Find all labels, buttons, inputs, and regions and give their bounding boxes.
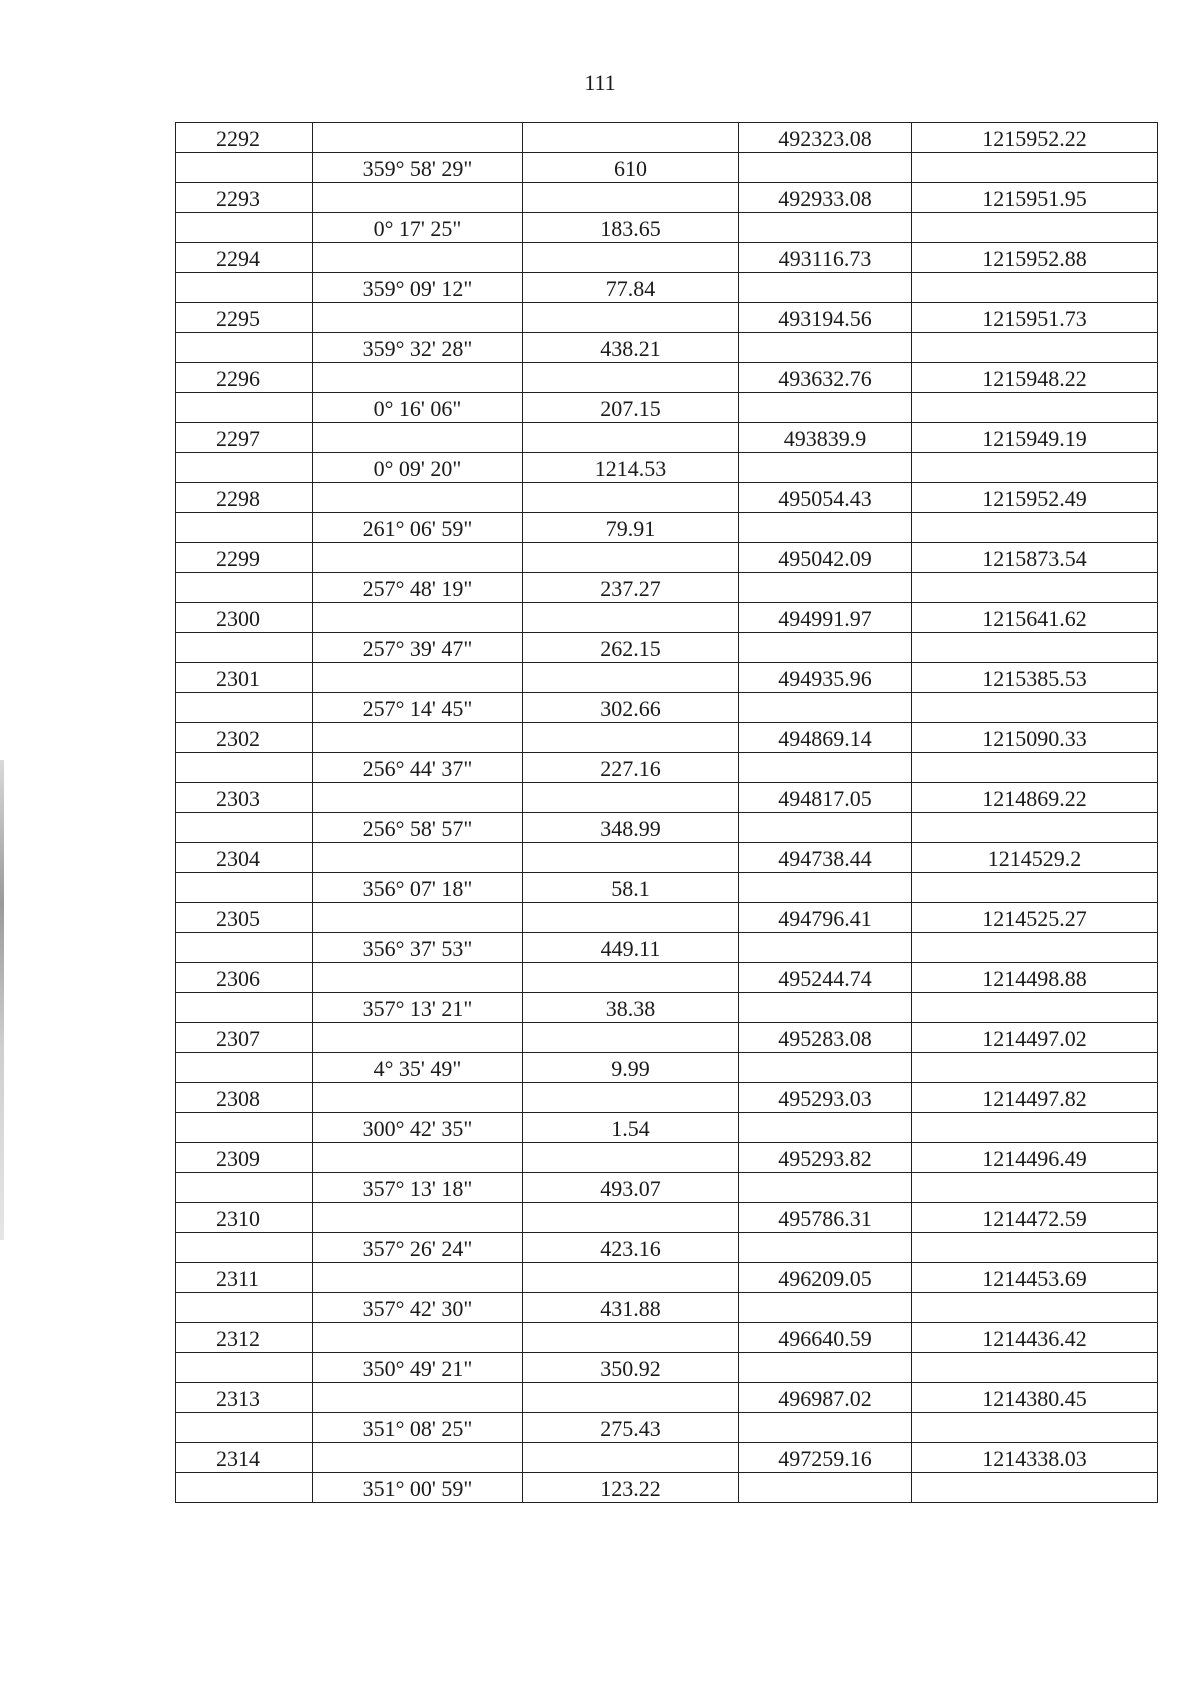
easting-cell [739,1173,912,1203]
station-row [176,363,1158,393]
northing-cell: 1215951.73 [912,303,1158,333]
station-cell [176,933,313,963]
station-row [176,1083,1158,1113]
easting-cell: 494817.05 [739,783,912,813]
station-cell [176,333,313,363]
easting-cell [739,1233,912,1263]
station-cell [176,993,313,1023]
distance-cell: 262.15 [523,633,739,663]
easting-cell [739,993,912,1023]
bearing-cell [313,243,523,273]
distance-cell: 438.21 [523,333,739,363]
distance-cell: 449.11 [523,933,739,963]
station-row [176,543,1158,573]
northing-cell [912,213,1158,243]
bearing-row [176,693,1158,723]
bearing-cell: 257° 39' 47" [313,633,523,663]
northing-cell [912,393,1158,423]
bearing-cell [313,1323,523,1353]
northing-cell: 1214497.02 [912,1023,1158,1053]
station-cell: 2292 [176,123,313,153]
station-cell [176,1353,313,1383]
distance-cell: 123.22 [523,1473,739,1503]
bearing-cell [313,423,523,453]
easting-cell [739,873,912,903]
distance-cell [523,483,739,513]
bearing-row [176,1473,1158,1503]
bearing-row [176,1413,1158,1443]
scan-margin-shadow [0,760,4,1240]
bearing-row [176,753,1158,783]
distance-cell [523,1383,739,1413]
bearing-cell: 0° 09' 20" [313,453,523,483]
bearing-cell: 357° 13' 21" [313,993,523,1023]
easting-cell [739,513,912,543]
northing-cell: 1215949.19 [912,423,1158,453]
northing-cell: 1215948.22 [912,363,1158,393]
bearing-cell: 350° 49' 21" [313,1353,523,1383]
distance-cell: 183.65 [523,213,739,243]
station-cell: 2307 [176,1023,313,1053]
bearing-row [176,1173,1158,1203]
station-cell: 2313 [176,1383,313,1413]
bearing-cell [313,603,523,633]
easting-cell [739,1413,912,1443]
bearing-row [176,1233,1158,1263]
bearing-row [176,153,1158,183]
northing-cell: 1214453.69 [912,1263,1158,1293]
distance-cell [523,1023,739,1053]
station-row [176,183,1158,213]
station-cell: 2312 [176,1323,313,1353]
bearing-cell [313,1383,523,1413]
station-cell [176,513,313,543]
northing-cell [912,1293,1158,1323]
distance-cell: 493.07 [523,1173,739,1203]
distance-cell: 423.16 [523,1233,739,1263]
easting-cell: 496640.59 [739,1323,912,1353]
easting-cell [739,1353,912,1383]
easting-cell [739,933,912,963]
station-row [176,843,1158,873]
bearing-cell: 359° 32' 28" [313,333,523,363]
northing-cell: 1215952.49 [912,483,1158,513]
easting-cell [739,573,912,603]
bearing-row [176,1293,1158,1323]
easting-cell [739,753,912,783]
station-cell [176,273,313,303]
bearing-cell: 359° 58' 29" [313,153,523,183]
distance-cell: 275.43 [523,1413,739,1443]
easting-cell [739,1293,912,1323]
northing-cell [912,1413,1158,1443]
bearing-row [176,1353,1158,1383]
station-row [176,303,1158,333]
survey-coordinates-table [175,122,1158,1503]
distance-cell: 9.99 [523,1053,739,1083]
northing-cell: 1215951.95 [912,183,1158,213]
distance-cell: 237.27 [523,573,739,603]
station-cell [176,813,313,843]
bearing-row [176,213,1158,243]
bearing-cell: 357° 42' 30" [313,1293,523,1323]
bearing-cell: 257° 48' 19" [313,573,523,603]
bearing-cell: 300° 42' 35" [313,1113,523,1143]
station-row [176,783,1158,813]
northing-cell: 1214869.22 [912,783,1158,813]
northing-cell: 1215952.22 [912,123,1158,153]
distance-cell: 79.91 [523,513,739,543]
bearing-row [176,873,1158,903]
station-row [176,603,1158,633]
bearing-row [176,1113,1158,1143]
station-cell: 2311 [176,1263,313,1293]
bearing-cell [313,1443,523,1473]
station-cell: 2310 [176,1203,313,1233]
station-row [176,1323,1158,1353]
northing-cell: 1214525.27 [912,903,1158,933]
station-row [176,1443,1158,1473]
easting-cell: 494869.14 [739,723,912,753]
distance-cell: 431.88 [523,1293,739,1323]
bearing-cell [313,483,523,513]
bearing-cell [313,363,523,393]
bearing-cell: 256° 44' 37" [313,753,523,783]
easting-cell [739,393,912,423]
northing-cell [912,273,1158,303]
station-cell [176,1173,313,1203]
easting-cell: 495293.03 [739,1083,912,1113]
northing-cell [912,1353,1158,1383]
station-cell [176,1293,313,1323]
distance-cell: 348.99 [523,813,739,843]
distance-cell [523,1323,739,1353]
easting-cell: 494991.97 [739,603,912,633]
bearing-cell [313,123,523,153]
bearing-cell [313,1083,523,1113]
easting-cell [739,1113,912,1143]
distance-cell [523,1083,739,1113]
bearing-cell [313,963,523,993]
station-cell: 2298 [176,483,313,513]
bearing-cell [313,1143,523,1173]
bearing-row [176,1053,1158,1083]
station-cell: 2294 [176,243,313,273]
northing-cell: 1214380.45 [912,1383,1158,1413]
station-cell [176,153,313,183]
northing-cell: 1214498.88 [912,963,1158,993]
bearing-cell: 357° 13' 18" [313,1173,523,1203]
bearing-cell: 261° 06' 59" [313,513,523,543]
easting-cell [739,813,912,843]
northing-cell [912,933,1158,963]
northing-cell [912,573,1158,603]
easting-cell [739,273,912,303]
distance-cell [523,363,739,393]
northing-cell [912,1053,1158,1083]
bearing-cell: 257° 14' 45" [313,693,523,723]
distance-cell: 77.84 [523,273,739,303]
station-cell: 2304 [176,843,313,873]
station-cell: 2314 [176,1443,313,1473]
bearing-row [176,933,1158,963]
distance-cell [523,903,739,933]
station-cell: 2302 [176,723,313,753]
bearing-cell: 256° 58' 57" [313,813,523,843]
bearing-cell [313,543,523,573]
distance-cell: 1214.53 [523,453,739,483]
distance-cell [523,603,739,633]
station-row [176,123,1158,153]
northing-cell: 1214497.82 [912,1083,1158,1113]
station-cell: 2297 [176,423,313,453]
northing-cell [912,1233,1158,1263]
northing-cell: 1214338.03 [912,1443,1158,1473]
station-row [176,723,1158,753]
bearing-cell: 0° 17' 25" [313,213,523,243]
bearing-cell: 351° 00' 59" [313,1473,523,1503]
easting-cell: 492933.08 [739,183,912,213]
northing-cell [912,333,1158,363]
station-row [176,423,1158,453]
station-cell: 2305 [176,903,313,933]
distance-cell [523,1263,739,1293]
easting-cell: 493632.76 [739,363,912,393]
northing-cell [912,693,1158,723]
station-cell: 2309 [176,1143,313,1173]
distance-cell [523,1203,739,1233]
bearing-cell: 4° 35' 49" [313,1053,523,1083]
bearing-row [176,513,1158,543]
northing-cell [912,993,1158,1023]
station-cell [176,633,313,663]
station-cell [176,693,313,723]
bearing-cell [313,783,523,813]
station-cell [176,1053,313,1083]
bearing-cell [313,303,523,333]
station-row [176,1143,1158,1173]
easting-cell: 495786.31 [739,1203,912,1233]
station-row [176,963,1158,993]
station-cell: 2301 [176,663,313,693]
easting-cell: 495293.82 [739,1143,912,1173]
northing-cell [912,153,1158,183]
bearing-cell: 357° 26' 24" [313,1233,523,1263]
bearing-cell: 351° 08' 25" [313,1413,523,1443]
distance-cell [523,783,739,813]
station-cell [176,1413,313,1443]
bearing-row [176,273,1158,303]
northing-cell [912,1173,1158,1203]
bearing-row [176,333,1158,363]
distance-cell [523,723,739,753]
bearing-cell: 0° 16' 06" [313,393,523,423]
distance-cell: 350.92 [523,1353,739,1383]
northing-cell [912,513,1158,543]
bearing-row [176,393,1158,423]
northing-cell [912,1113,1158,1143]
station-row [176,1263,1158,1293]
station-cell [176,453,313,483]
station-cell: 2300 [176,603,313,633]
station-cell [176,573,313,603]
easting-cell: 492323.08 [739,123,912,153]
distance-cell [523,243,739,273]
table-body [176,123,1158,1503]
easting-cell [739,1053,912,1083]
bearing-cell [313,1263,523,1293]
easting-cell: 495054.43 [739,483,912,513]
easting-cell: 497259.16 [739,1443,912,1473]
station-cell: 2295 [176,303,313,333]
distance-cell [523,543,739,573]
bearing-cell: 356° 07' 18" [313,873,523,903]
station-row [176,1203,1158,1233]
bearing-row [176,813,1158,843]
bearing-row [176,453,1158,483]
northing-cell: 1214529.2 [912,843,1158,873]
northing-cell: 1215090.33 [912,723,1158,753]
easting-cell: 495042.09 [739,543,912,573]
bearing-row [176,573,1158,603]
distance-cell [523,303,739,333]
distance-cell [523,963,739,993]
bearing-cell [313,843,523,873]
distance-cell [523,1443,739,1473]
easting-cell: 496987.02 [739,1383,912,1413]
easting-cell: 495244.74 [739,963,912,993]
easting-cell: 493839.9 [739,423,912,453]
bearing-row [176,993,1158,1023]
northing-cell: 1215385.53 [912,663,1158,693]
bearing-cell [313,663,523,693]
bearing-row [176,633,1158,663]
easting-cell: 494935.96 [739,663,912,693]
station-cell [176,1233,313,1263]
distance-cell [523,663,739,693]
distance-cell: 38.38 [523,993,739,1023]
station-cell: 2296 [176,363,313,393]
northing-cell [912,633,1158,663]
station-cell: 2293 [176,183,313,213]
station-cell [176,213,313,243]
distance-cell: 1.54 [523,1113,739,1143]
easting-cell [739,1473,912,1503]
distance-cell [523,843,739,873]
easting-cell: 493116.73 [739,243,912,273]
easting-cell: 494796.41 [739,903,912,933]
easting-cell [739,153,912,183]
station-row [176,903,1158,933]
distance-cell [523,1143,739,1173]
northing-cell: 1214472.59 [912,1203,1158,1233]
northing-cell: 1215873.54 [912,543,1158,573]
bearing-cell: 359° 09' 12" [313,273,523,303]
page-number: 111 [584,70,616,95]
easting-cell: 495283.08 [739,1023,912,1053]
station-cell [176,1473,313,1503]
easting-cell: 493194.56 [739,303,912,333]
station-cell [176,753,313,783]
station-cell [176,1113,313,1143]
station-row [176,483,1158,513]
northing-cell: 1215952.88 [912,243,1158,273]
bearing-cell [313,183,523,213]
northing-cell [912,453,1158,483]
distance-cell: 207.15 [523,393,739,423]
bearing-cell: 356° 37' 53" [313,933,523,963]
easting-cell [739,693,912,723]
northing-cell [912,1473,1158,1503]
northing-cell [912,813,1158,843]
distance-cell [523,423,739,453]
distance-cell: 58.1 [523,873,739,903]
station-cell: 2306 [176,963,313,993]
bearing-cell [313,1203,523,1233]
northing-cell: 1214436.42 [912,1323,1158,1353]
easting-cell [739,633,912,663]
station-cell: 2308 [176,1083,313,1113]
easting-cell: 496209.05 [739,1263,912,1293]
station-cell [176,873,313,903]
station-cell: 2299 [176,543,313,573]
easting-cell: 494738.44 [739,843,912,873]
bearing-cell [313,723,523,753]
distance-cell: 227.16 [523,753,739,783]
northing-cell: 1215641.62 [912,603,1158,633]
bearing-cell [313,1023,523,1053]
bearing-cell [313,903,523,933]
station-row [176,1023,1158,1053]
distance-cell: 302.66 [523,693,739,723]
northing-cell [912,753,1158,783]
station-row [176,663,1158,693]
northing-cell: 1214496.49 [912,1143,1158,1173]
easting-cell [739,453,912,483]
station-cell [176,393,313,423]
station-cell: 2303 [176,783,313,813]
distance-cell: 610 [523,153,739,183]
northing-cell [912,873,1158,903]
distance-cell [523,183,739,213]
easting-cell [739,333,912,363]
station-row [176,1383,1158,1413]
distance-cell [523,123,739,153]
easting-cell [739,213,912,243]
station-row [176,243,1158,273]
